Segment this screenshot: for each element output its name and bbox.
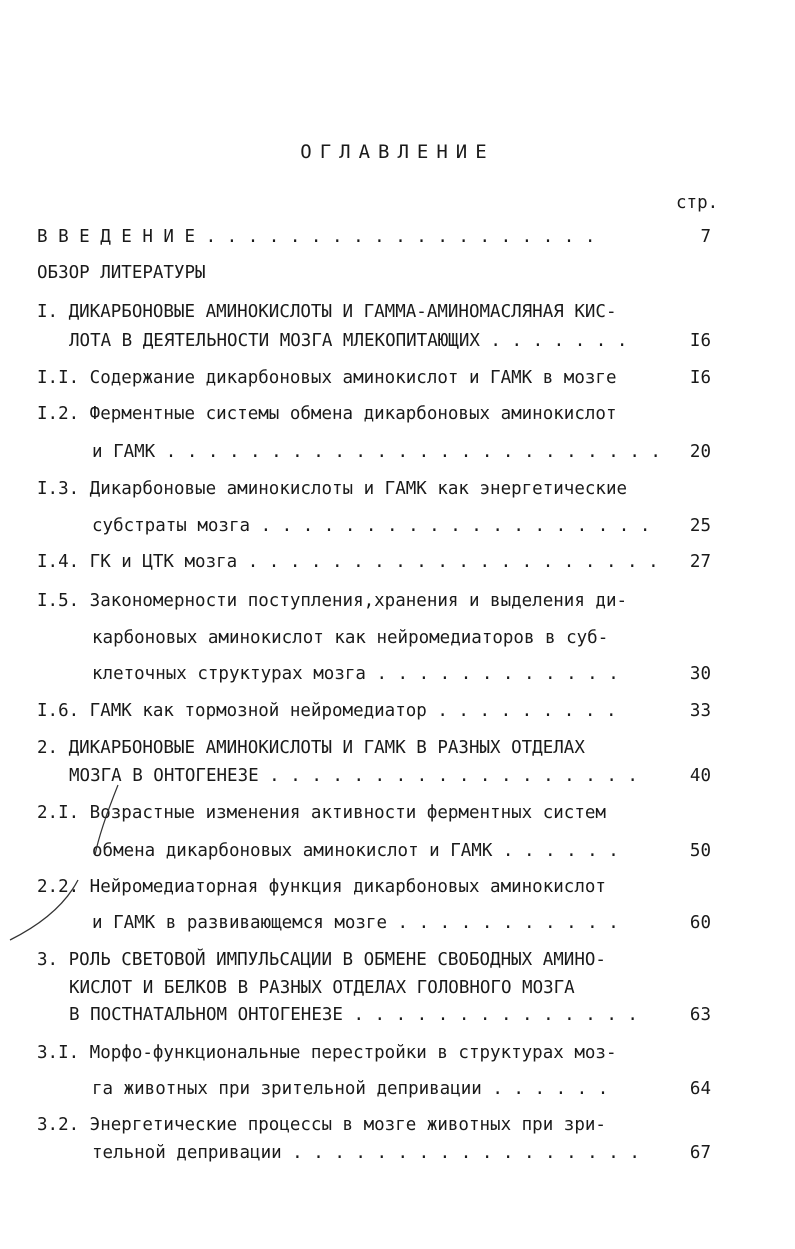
toc-page-number: 33 <box>689 701 711 721</box>
toc-entry: ЛОТА В ДЕЯТЕЛЬНОСТИ МОЗГА МЛЕКОПИТАЮЩИХ . . . . . . . <box>69 331 628 351</box>
toc-entry: I.5. Закономерности поступления,хранения и выделения ди- <box>37 591 628 611</box>
toc-entry: га животных при зрительной депривации . . . . . . <box>92 1079 609 1099</box>
toc-page-number: 50 <box>689 841 711 861</box>
toc-entry: КИСЛОТ И БЕЛКОВ В РАЗНЫХ ОТДЕЛАХ ГОЛОВНОГО МОЗГА <box>69 978 575 998</box>
toc-entry: субстраты мозга . . . . . . . . . . . . . . . . . . . <box>92 516 651 536</box>
toc-page-number: 30 <box>689 664 711 684</box>
toc-page-number: 25 <box>689 516 711 536</box>
toc-entry: I.6. ГАМК как тормозной нейромедиатор . . . . . . . . . <box>37 701 617 721</box>
toc-entry: I. ДИКАРБОНОВЫЕ АМИНОКИСЛОТЫ И ГАММА-АМИНОМАСЛЯНАЯ КИС- <box>37 302 617 322</box>
toc-entry: карбоновых аминокислот как нейромедиаторов в суб- <box>92 628 609 648</box>
toc-entry: ОБЗОР ЛИТЕРАТУРЫ <box>37 263 206 283</box>
toc-entry: В В Е Д Е Н И Е . . . . . . . . . . . . . . . . . . . <box>37 227 596 247</box>
toc-page-number: 20 <box>689 442 711 462</box>
toc-entry: I.I. Содержание дикарбоновых аминокислот и ГАМК в мозге <box>37 368 617 388</box>
toc-entry: 2.I. Возрастные изменения активности ферментных систем <box>37 803 606 823</box>
toc-entry: 3. РОЛЬ СВЕТОВОЙ ИМПУЛЬСАЦИИ В ОБМЕНЕ СВОБОДНЫХ АМИНО- <box>37 950 606 970</box>
toc-entry: I.4. ГК и ЦТК мозга . . . . . . . . . . . . . . . . . . . . <box>37 552 659 572</box>
toc-page-number: 40 <box>689 766 711 786</box>
toc-entry: 3.2. Энергетические процессы в мозге животных при зри- <box>37 1115 606 1135</box>
toc-entry: клеточных структурах мозга . . . . . . . . . . . . <box>92 664 619 684</box>
toc-page-number: 64 <box>689 1079 711 1099</box>
toc-page-number: I6 <box>689 368 711 388</box>
toc-title: ОГЛАВЛЕНИЕ <box>300 141 495 163</box>
toc-page-number: 27 <box>689 552 711 572</box>
toc-entry: обмена дикарбоновых аминокислот и ГАМК . . . . . . <box>92 841 619 861</box>
toc-entry: тельной депривации . . . . . . . . . . . . . . . . . <box>92 1143 640 1163</box>
toc-entry: МОЗГА В ОНТОГЕНЕЗЕ . . . . . . . . . . . . . . . . . . <box>69 766 638 786</box>
toc-entry: и ГАМК в развивающемся мозге . . . . . . . . . . . <box>92 913 619 933</box>
toc-entry: В ПОСТНАТАЛЬНОМ ОНТОГЕНЕЗЕ . . . . . . . . . . . . . . <box>69 1005 638 1025</box>
toc-page-number: I6 <box>689 331 711 351</box>
toc-page-number: 60 <box>689 913 711 933</box>
toc-page-number: 67 <box>689 1143 711 1163</box>
toc-page-number: 63 <box>689 1005 711 1025</box>
toc-entry: 2.2. Нейромедиаторная функция дикарбоновых аминокислот <box>37 877 606 897</box>
toc-page-number: 7 <box>700 227 711 247</box>
toc-entry: 3.I. Морфо-функциональные перестройки в структурах моз- <box>37 1043 617 1063</box>
toc-entry: и ГАМК . . . . . . . . . . . . . . . . . . . . . . . . <box>92 442 661 462</box>
page-column-header: стр. <box>676 193 719 213</box>
toc-entry: 2. ДИКАРБОНОВЫЕ АМИНОКИСЛОТЫ И ГАМК В РАЗНЫХ ОТДЕЛАХ <box>37 738 585 758</box>
toc-entry: I.2. Ферментные системы обмена дикарбоновых аминокислот <box>37 404 617 424</box>
toc-entry: I.3. Дикарбоновые аминокислоты и ГАМК как энергетические <box>37 479 628 499</box>
